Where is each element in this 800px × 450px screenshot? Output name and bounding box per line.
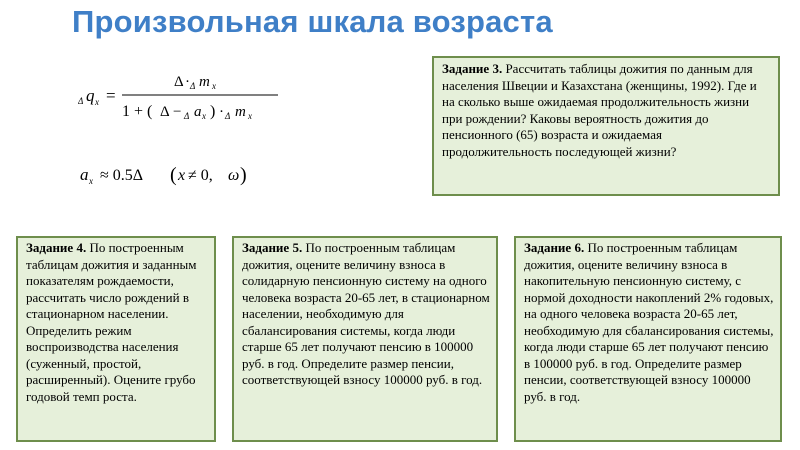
approx-a: a [80, 165, 89, 184]
den-one-plus: 1 + ( [122, 103, 153, 120]
slide-title: Произвольная шкала возраста [72, 4, 553, 39]
task-6-text: По построенным таблицам дожития, оцените величину взноса в накопительную пенсионную систему, с нормой доходности накоплений 2% годовых, на одного человека возраста 20-65 лет, необходимую для сбалансирования системы, когда люди старше 65 лет получают пенсию в 100000 руб. в год. Определите размер пенсии, соответствующей взносу 100000 руб. в год. [524, 240, 774, 404]
lhs-delta-subscript: Δ [78, 96, 84, 106]
task-6-label: Задание 6. [524, 240, 585, 255]
task-5-label: Задание 5. [242, 240, 303, 255]
den-sub-delta: Δ [184, 111, 190, 121]
cond-close: ) [240, 164, 247, 186]
task-3-box [432, 56, 780, 196]
task-4-label: Задание 4. [26, 240, 87, 255]
task-4-box [16, 236, 216, 442]
lhs-q: q [86, 86, 95, 105]
den-delta: Δ [160, 104, 170, 120]
ax-approximation-formula [78, 158, 258, 192]
task-6-box [514, 236, 782, 442]
den-x: x [202, 111, 206, 121]
den-minus: − [173, 104, 182, 120]
task-3-label: Задание 3. [442, 61, 503, 76]
den-a: a [194, 104, 202, 120]
num-delta: Δ [174, 74, 184, 90]
cond-open: ( [170, 164, 177, 186]
equals-sign: = [106, 86, 116, 105]
den-m: m [235, 104, 246, 120]
num-m: m [199, 74, 210, 90]
num-dot: · [185, 74, 190, 90]
num-x: x [212, 81, 216, 91]
cond-neq: ≠ 0, [188, 167, 213, 184]
approx-x: x [89, 176, 93, 186]
den-sub-delta2: Δ [225, 111, 231, 121]
cond-omega: ω [228, 167, 240, 184]
mortality-formula [78, 64, 288, 126]
task-5-box [232, 236, 498, 442]
task-5-text: По построенным таблицам дожития, оцените величину взноса в солидарную пенсионную систему на одного человека возраста 20-65 лет, в стационарном населении, необходимую для сбалансирования системы, когда люди старше 65 лет получают пенсию в 100000 руб. в год. Определите размер пенсии, соответствующей взносу 100000 руб. в год. [242, 240, 490, 387]
den-dot: · [219, 104, 224, 120]
lhs-x: x [95, 97, 99, 107]
task-3-text: Рассчитать таблицы дожития по данным для населения Швеции и Казахстана (женщины, 1992). Где и на сколько выше ожидаемая продолжительность жизни при рождении? Каковы вероятность дожития до пенсионного (65) возраста и ожидаемая продолжительность последующей жизни? [442, 61, 757, 159]
task-4-text: По построенным таблицам дожития и заданным показателям рождаемости, рассчитать число рождений в стационарном населении. Определить режим воспроизводства населения (суженный, простой, расширенный). Оцените грубо годовой темп роста. [26, 240, 197, 404]
approx-relation: ≈ 0.5Δ [100, 167, 144, 184]
num-sub-delta: Δ [190, 81, 196, 91]
cond-x: x [178, 167, 186, 184]
den-close: ) [210, 103, 216, 120]
den-x2: x [248, 111, 252, 121]
